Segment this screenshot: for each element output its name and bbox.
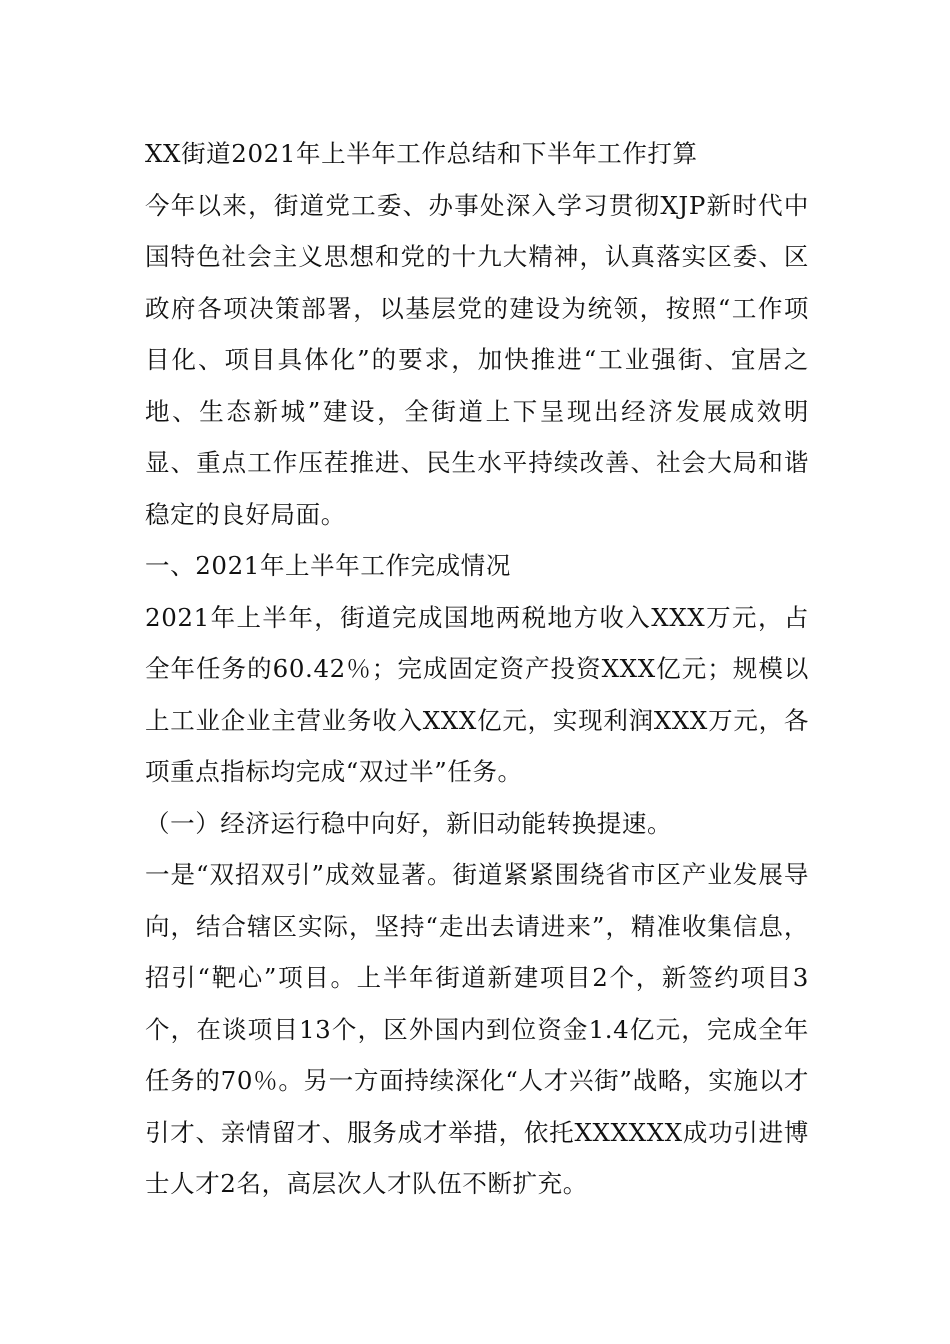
section-heading-1: 一、2021年上半年工作完成情况: [145, 551, 511, 580]
paragraph-summary: 2021年上半年，街道完成国地两税地方收入XXX万元，占全年任务的60.42％；完成固定资产投资XXX亿元；规模以上工业企业主营业务收入XXX亿元，实现利润XXX万元，各项重点指标均完成“双过半”任务。: [145, 602, 809, 786]
paragraph-investment: 一是“双招双引”成效显著。街道紧紧围绕省市区产业发展导向，结合辖区实际，坚持“走出去请进来”，精准收集信息，招引“靶心”项目。上半年街道新建项目2个，新签约项目3个，在谈项目13个，区外国内到位资金1.4亿元，完成全年任务的70％。另一方面持续深化“人才兴街”战略，实施以才引才、亲情留才、服务成才举措，依托XXXXXX成功引进博士人才2名，高层次人才队伍不断扩充。: [145, 860, 809, 1198]
subsection-heading-1: （一）经济运行稳中向好，新旧动能转换提速。: [145, 808, 673, 838]
document-body: [145, 128, 809, 1210]
paragraph-intro: 今年以来，街道党工委、办事处深入学习贯彻XJP新时代中国特色社会主义思想和党的十九大精神，认真落实区委、区政府各项决策部署，以基层党的建设为统领，按照“工作项目化、项目具体化”的要求，加快推进“工业强街、宜居之地、生态新城”建设，全街道上下呈现出经济发展成效明显、重点工作压茬推进、民生水平持续改善、社会大局和谐稳定的良好局面。: [145, 190, 809, 529]
document-title: XX街道2021年上半年工作总结和下半年工作打算: [145, 139, 698, 168]
